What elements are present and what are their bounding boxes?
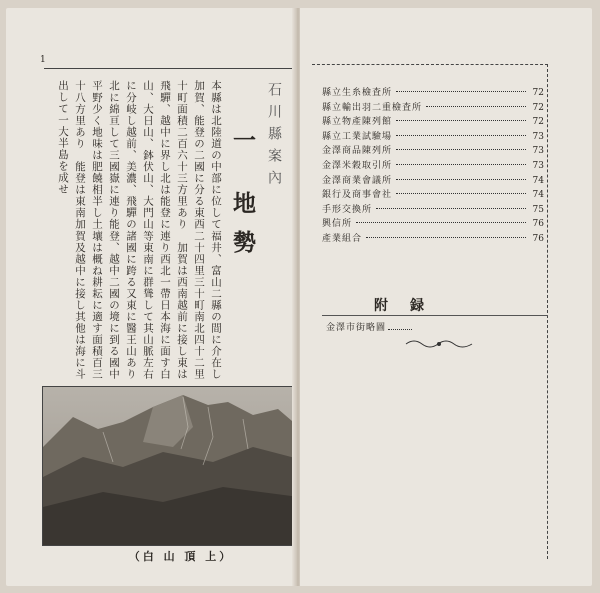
toc-box (312, 64, 548, 559)
section-title: 一 地勢 (229, 128, 256, 270)
left-page (6, 8, 296, 586)
toc-item-label: 縣立物產陳列館 (322, 117, 393, 128)
running-title: 石川縣案內 (266, 82, 282, 192)
mountain-photo (42, 386, 300, 546)
appendix-title: 附録 (374, 298, 446, 314)
toc-item (322, 143, 544, 158)
toc-dots (396, 193, 526, 194)
toc-dots (396, 164, 526, 165)
toc-item (322, 173, 544, 188)
photo-caption: （白 山 頂 上） (128, 550, 234, 563)
right-page (300, 8, 592, 586)
appendix-item-label: 金澤市街略圖 (326, 323, 387, 333)
toc-dots (396, 135, 526, 136)
toc-item-page: 76 (532, 233, 544, 244)
toc-item-label: 縣立輸出羽二重檢査所 (322, 102, 423, 113)
toc-item-page: 73 (532, 146, 544, 157)
toc-dots (366, 237, 526, 238)
toc-item-label: 金澤商品陳列所 (322, 146, 393, 157)
toc-dots (396, 120, 526, 121)
toc-item-page: 74 (532, 190, 544, 201)
toc-item (322, 129, 544, 144)
toc-item (322, 187, 544, 202)
toc-item-label: 產業組合 (322, 233, 363, 244)
toc-item (322, 100, 544, 115)
toc-item (322, 158, 544, 173)
appendix-rule (322, 315, 548, 316)
toc-dots (396, 91, 526, 92)
toc-item-label: 金澤米穀取引所 (322, 160, 393, 171)
toc-item-label: 縣立工業試驗場 (322, 131, 393, 142)
toc-item (322, 231, 544, 246)
toc-item-page: 75 (532, 204, 544, 215)
toc-list (322, 85, 544, 246)
toc-dots (396, 149, 526, 150)
toc-item-page: 76 (532, 219, 544, 230)
toc-item-label: 銀行及商事會社 (322, 190, 393, 201)
toc-dots (396, 179, 526, 180)
appendix-item (326, 320, 416, 333)
toc-dots (388, 317, 412, 330)
toc-item-page: 73 (532, 131, 544, 142)
toc-item-label: 興信所 (322, 219, 353, 230)
toc-item-page: 72 (532, 102, 544, 113)
toc-item-page: 73 (532, 160, 544, 171)
toc-item-label: 縣立生糸檢査所 (322, 88, 393, 98)
toc-item-label: 手形交換所 (322, 204, 373, 215)
top-rule (44, 68, 296, 69)
toc-item (322, 216, 544, 231)
toc-dots (376, 208, 526, 209)
toc-item-page: 72 (532, 88, 544, 98)
body-text: 本縣は北陸道の中部に位して福井、富山二縣の間に介在し加賀、能登の二國に分る東西二十四里三十町南北四十二里十町面積二百六十三方里あり 加賀は西南越前に接し東は飛驒、越中に界し北は能登に連り西北一帶日本海に面す白山、大日山、鉢伏山、大門山等東南に群聳して其山脈左右に分岐し越前、美濃、飛驒の諸國に跨る又東に醫王山あり北に綿亘して三國嶽に連り能登、越中二國の境に到る國中平野少く地味は肥饒相半し土壤は概ね耕耘に適す面積百三十八方里あり 能登は東南加賀及越中に接し其他は海に斗出して一大半島を成せ (57, 80, 222, 380)
toc-item (322, 85, 544, 100)
page-number: 1 (40, 55, 46, 65)
toc-dots (426, 106, 526, 107)
toc-dots (356, 222, 526, 223)
ornament-divider (404, 337, 474, 351)
toc-item-page: 74 (532, 175, 544, 186)
toc-item (322, 114, 544, 129)
toc-item-page: 72 (532, 117, 544, 128)
toc-item-label: 金澤商業會議所 (322, 175, 393, 186)
toc-item (322, 202, 544, 217)
mountain-photo-illustration (43, 387, 299, 545)
